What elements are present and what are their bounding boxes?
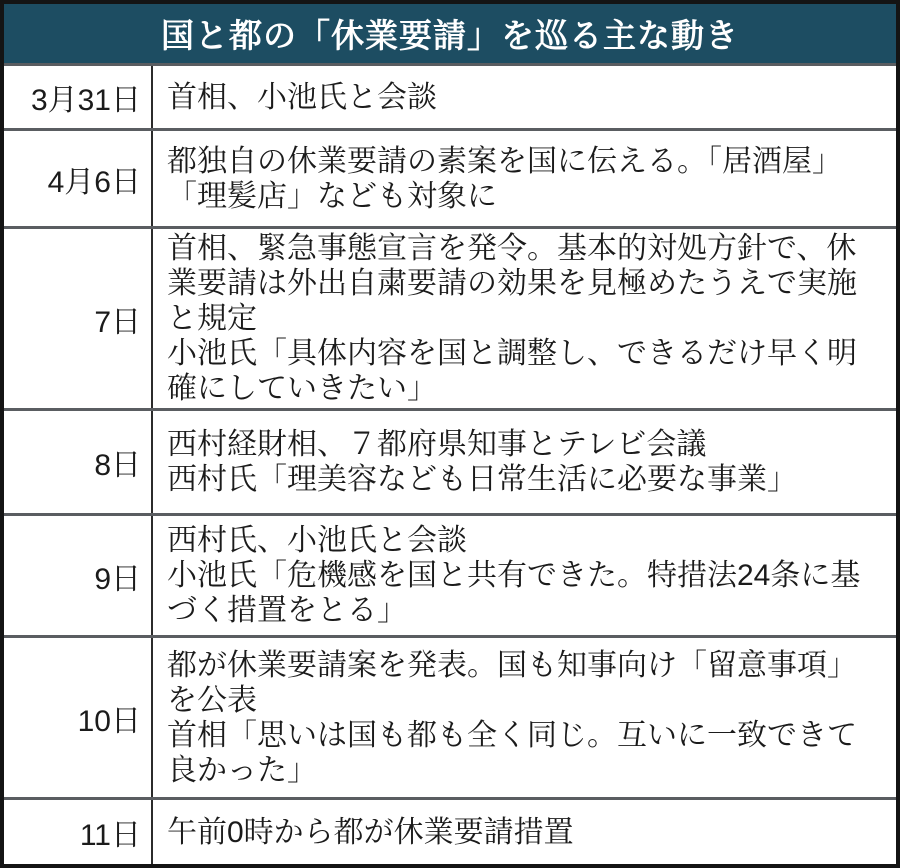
event-text: 西村経財相、７都府県知事とテレビ会議 (167, 428, 707, 461)
event-text: 首相、緊急事態宣言を発令。基本的対処方針で、休業要請は外出自粛要請の効果を見極めたうえで実施と規定 (167, 232, 857, 335)
event-text: 首相「思いは国も都も全く同じ。互いに一致できて良かった」 (167, 718, 857, 787)
row-events (153, 411, 896, 513)
table-row-apr10 (4, 635, 896, 797)
row-date: 10日 (4, 638, 153, 797)
row-events (153, 131, 896, 226)
row-events (153, 638, 896, 797)
table-title-bar (4, 4, 896, 63)
row-events (153, 516, 896, 635)
row-date: 11日 (4, 800, 153, 864)
table-row-mar31 (4, 63, 896, 128)
row-date: 3月31日 (4, 66, 153, 128)
row-date: 4月6日 (4, 131, 153, 226)
table-row-apr7 (4, 226, 896, 408)
event-text: 西村氏、小池氏と会談 (167, 524, 467, 557)
event-text: 西村氏「理美容なども日常生活に必要な事業」 (167, 463, 797, 496)
row-date: 7日 (4, 229, 153, 408)
row-events (153, 229, 896, 408)
table-row-apr8 (4, 408, 896, 513)
row-events (153, 800, 896, 864)
row-events (153, 66, 896, 128)
row-date: 8日 (4, 411, 153, 513)
event-text: 午前0時から都が休業要請措置 (167, 815, 574, 849)
event-text: 小池氏「具体内容を国と調整し、できるだけ早く明確にしていきたい」 (167, 337, 857, 405)
event-text: 都独自の休業要請の素案を国に伝える。「居酒屋」「理髪店」なども対象に (167, 144, 842, 213)
table-row-apr9 (4, 513, 896, 635)
table-title: 国と都の「休業要請」を巡る主な動き (161, 17, 739, 54)
event-text: 首相、小池氏と会談 (167, 80, 437, 114)
table-row-apr6 (4, 128, 896, 226)
row-date: 9日 (4, 516, 153, 635)
event-text: 都が休業要請案を発表。国も知事向け「留意事項」を公表 (167, 648, 857, 717)
table-row-apr11 (4, 797, 896, 864)
event-text: 小池氏「危機感を国と共有できた。特措法24条に基づく措置をとる」 (167, 559, 861, 627)
